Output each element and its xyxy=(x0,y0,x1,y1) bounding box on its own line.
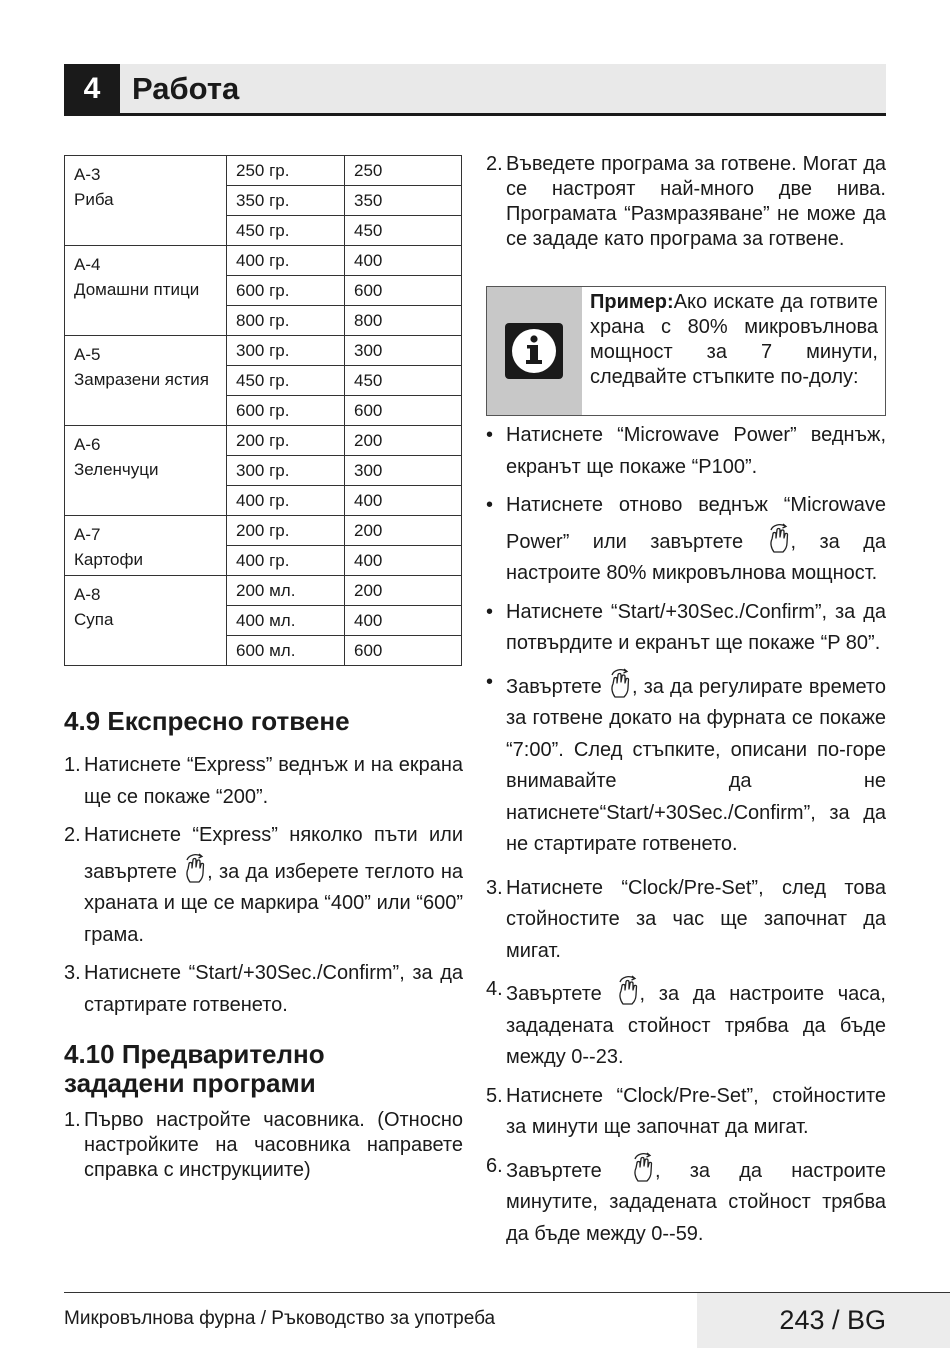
bullet-3: • Натиснете “Start/+30Sec./Confirm”, за да потвърдите и екранът ще покаже “P 80”. xyxy=(486,600,886,654)
page-number: 243 / BG xyxy=(779,1305,886,1335)
table-row xyxy=(65,576,462,606)
weight-cell: 200 гр. xyxy=(227,426,345,456)
display-value-cell: 400 xyxy=(345,246,462,276)
weight-cell: 400 гр. xyxy=(227,546,345,576)
program-code: А-4 xyxy=(74,255,101,274)
program-name-cell xyxy=(65,576,227,666)
express-step-1: 1. Натиснете “Express” веднъж и на екрана ще се покаже “200”. xyxy=(64,754,463,808)
weight-cell: 400 гр. xyxy=(227,246,345,276)
section-title-preset: 4.10 Предварително зададени програми xyxy=(64,1039,325,1098)
weight-cell: 400 гр. xyxy=(227,486,345,516)
program-name-cell xyxy=(65,336,227,426)
right-column-lower xyxy=(486,420,886,1250)
program-code: А-5 xyxy=(74,345,101,364)
weight-cell: 250 гр. xyxy=(227,156,345,186)
rotary-knob-icon xyxy=(608,667,632,699)
program-name-cell xyxy=(65,426,227,516)
program-name: Зеленчуци xyxy=(74,460,159,479)
right-step-6: 6. Завъртете , за да настроите минутите, зададената стойност трябва да бъде между 0--59. xyxy=(486,1151,886,1251)
chapter-header xyxy=(64,64,886,116)
program-table xyxy=(64,155,462,666)
table-row xyxy=(65,426,462,456)
display-value-cell: 800 xyxy=(345,306,462,336)
section-title-express: 4.9 Експресно готвене xyxy=(64,706,350,736)
footer-title: Микровълнова фурна / Ръководство за употреба xyxy=(64,1308,496,1329)
weight-cell: 200 гр. xyxy=(227,516,345,546)
weight-cell: 450 гр. xyxy=(227,216,345,246)
info-note-text: Пример:Ако искате да готвите храна с 80% микровълнова мощност за 7 минути, следвайте стъпките по-долу: xyxy=(590,291,878,388)
table-row xyxy=(65,516,462,546)
display-value-cell: 200 xyxy=(345,426,462,456)
display-value-cell: 200 xyxy=(345,516,462,546)
info-icon-box xyxy=(487,287,582,415)
chapter-number: 4 xyxy=(64,64,120,113)
display-value-cell: 250 xyxy=(345,156,462,186)
rotary-knob-icon xyxy=(183,852,207,884)
display-value-cell: 600 xyxy=(345,636,462,666)
right-step-5: 5. Натиснете “Clock/Pre-Set”, стойностите за минути ще започнат да мигат. xyxy=(486,1084,886,1138)
program-code: А-7 xyxy=(74,525,101,544)
display-value-cell: 450 xyxy=(345,366,462,396)
bullet-4: • Завъртете , за да регулирате времето за готвене докато на фурната се покаже “7:00”. След стъпките, описани по-горе внимавайте да не натиснете“Start/+30Sec./Confirm”, за да не стартирате готвенето. xyxy=(486,667,886,861)
rotary-knob-icon xyxy=(616,974,640,1006)
rotary-knob-icon xyxy=(767,522,791,554)
program-name: Домашни птици xyxy=(74,280,200,299)
weight-cell: 400 мл. xyxy=(227,606,345,636)
display-value-cell: 400 xyxy=(345,546,462,576)
display-value-cell: 350 xyxy=(345,186,462,216)
weight-cell: 600 гр. xyxy=(227,396,345,426)
weight-cell: 800 гр. xyxy=(227,306,345,336)
display-value-cell: 300 xyxy=(345,336,462,366)
bullet-1: • Натиснете “Microwave Power” веднъж, екранът ще покаже “P100”. xyxy=(486,424,886,478)
info-note xyxy=(486,286,886,416)
preset-step-1: 1. Първо настройте часовника. (Относно настройките на часовника направете справка с инструкциите) xyxy=(64,1109,463,1181)
weight-cell: 300 гр. xyxy=(227,456,345,486)
weight-cell: 600 гр. xyxy=(227,276,345,306)
weight-cell: 600 мл. xyxy=(227,636,345,666)
display-value-cell: 400 xyxy=(345,606,462,636)
program-name-cell xyxy=(65,246,227,336)
express-step-3: 3. Натиснете “Start/+30Sec./Confirm”, за да стартирате готвенето. xyxy=(64,962,463,1016)
display-value-cell: 600 xyxy=(345,396,462,426)
display-value-cell: 600 xyxy=(345,276,462,306)
program-name: Риба xyxy=(74,190,114,209)
table-row xyxy=(65,336,462,366)
program-name: Замразени ястия xyxy=(74,370,209,389)
table-row xyxy=(65,246,462,276)
chapter-title: Работа xyxy=(132,71,240,106)
weight-cell: 450 гр. xyxy=(227,366,345,396)
right-step-2: 2. Въведете програма за готвене. Могат да се настроят най-много две нива. Програмата “Размразяване” не може да се зададе като програма за готвене. xyxy=(486,153,886,250)
program-name-cell xyxy=(65,156,227,246)
right-step-4: 4. Завъртете , за да настроите часа, зададената стойност трябва да бъде между 0--23. xyxy=(486,974,886,1074)
left-column xyxy=(64,707,463,1183)
table-row xyxy=(65,156,462,186)
weight-cell: 200 мл. xyxy=(227,576,345,606)
program-name-cell xyxy=(65,516,227,576)
display-value-cell: 300 xyxy=(345,456,462,486)
info-icon xyxy=(505,323,563,379)
display-value-cell: 200 xyxy=(345,576,462,606)
rotary-knob-icon xyxy=(631,1151,655,1183)
program-code: А-8 xyxy=(74,585,101,604)
display-value-cell: 400 xyxy=(345,486,462,516)
express-step-2: 2. Натиснете “Express” няколко пъти или завъртете , за да изберете теглото на храната и ще се маркира “400” или “600” грама. xyxy=(64,824,463,946)
right-step-3: 3. Натиснете “Clock/Pre-Set”, след това стойностите за час ще започнат да мигат. xyxy=(486,876,886,962)
program-name: Картофи xyxy=(74,550,143,569)
program-name: Супа xyxy=(74,610,114,629)
display-value-cell: 450 xyxy=(345,216,462,246)
weight-cell: 300 гр. xyxy=(227,336,345,366)
weight-cell: 350 гр. xyxy=(227,186,345,216)
program-code: А-3 xyxy=(74,165,101,184)
bullet-2: • Натиснете отново веднъж “Microwave Power” или завъртете , за да настроите 80% микровълнова мощност. xyxy=(486,494,886,584)
program-code: А-6 xyxy=(74,435,101,454)
